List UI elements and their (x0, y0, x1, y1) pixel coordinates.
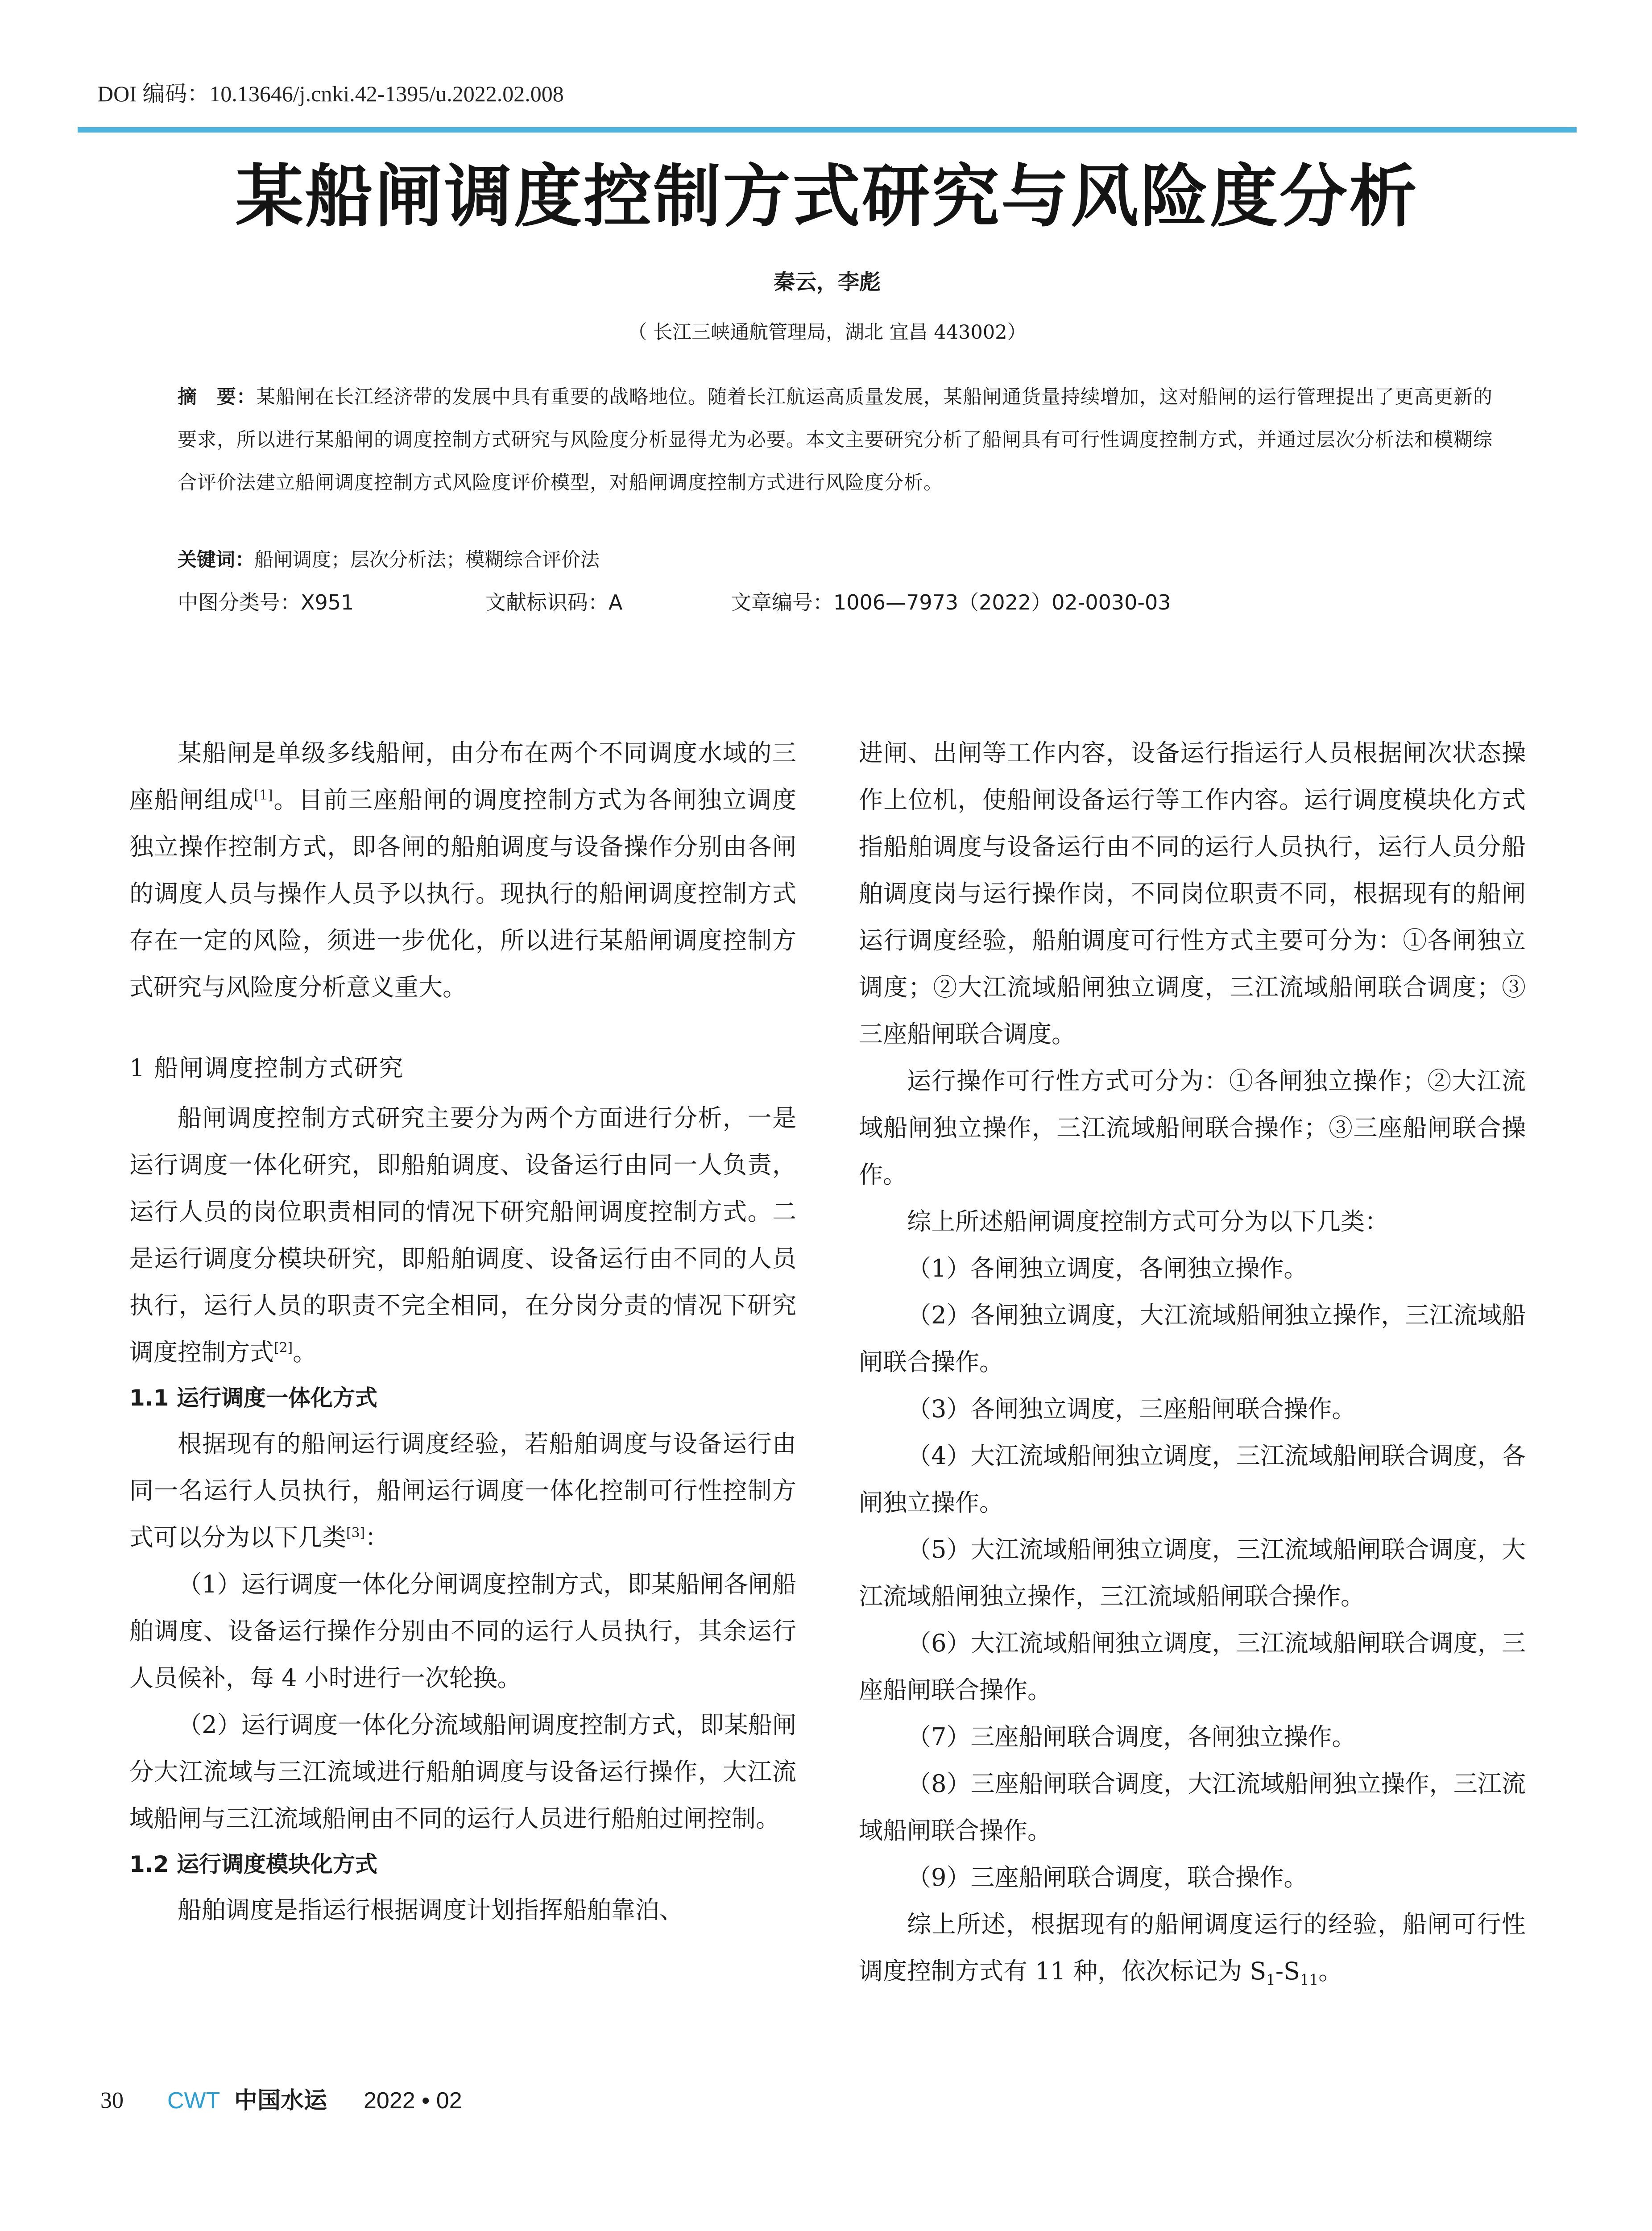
citation-1: [1] (254, 788, 273, 803)
page-number: 30 (100, 2088, 124, 2113)
section-1-heading: 1 船闸调度控制方式研究 (129, 1054, 404, 1082)
article-authors: 秦云，李彪 (773, 270, 881, 294)
mode-item-8: （8）三座船闸联合调度，大江流域船闸独立操作，三江流域船闸联合操作。 (859, 1770, 1526, 1845)
doi-header: DOI 编码：10.13646/j.cnki.42-1395/u.2022.02.008 (97, 81, 564, 106)
document-code: 文献标识码：A (485, 590, 623, 614)
summary-paragraph: 综上所述船闸调度控制方式可分为以下几类： (907, 1207, 1389, 1236)
article-title: 某船闸调度控制方式研究与风险度分析 (236, 156, 1419, 236)
mode-item-6: （6）大江流域船闸独立调度，三江流域船闸联合调度，三座船闸联合操作。 (859, 1629, 1526, 1704)
article-affiliation: （ 长江三峡通航管理局，湖北 宜昌 443002） (628, 321, 1027, 344)
right-column (859, 730, 1526, 1995)
mode-item-4: （4）大江流域船闸独立调度，三江流域船闸联合调度，各闸独立操作。 (859, 1442, 1526, 1517)
section-1-paragraph: 船闸调度控制方式研究主要分为两个方面进行分析，一是运行调度一体化研究，即船舶调度、设备运行由同一人负责，运行人员的岗位职责相同的情况下研究船闸调度控制方式。二是运行调度分模块研究，即船舶调度、设备运行由不同的人员执行，运行人员的职责不完全相同，在分岗分责的情况下研究调度控制方式[2]。 (129, 1104, 796, 1366)
citation-3: [3] (346, 1525, 365, 1541)
mode-item-2: （2）各闸独立调度，大江流域船闸独立操作，三江流域船闸联合操作。 (859, 1301, 1526, 1376)
keywords-text: 船闸调度；层次分析法；模糊综合评价法 (254, 549, 600, 571)
mode-item-3: （3）各闸独立调度，三座船闸联合操作。 (907, 1395, 1356, 1423)
subsection-1-1-heading: 1.1 运行调度一体化方式 (129, 1385, 377, 1411)
mode-item-5: （5）大江流域船闸独立调度，三江流域船闸联合调度，大江流域船闸独立操作，三江流域船闸联合操作。 (859, 1535, 1526, 1610)
mode-item-7: （7）三座船闸联合调度，各闸独立操作。 (907, 1723, 1356, 1751)
journal-name: 中国水运 (234, 2087, 327, 2114)
operation-paragraph: 运行操作可行性方式可分为：①各闸独立操作；②大江流域船闸独立操作，三江流域船闸联合操作；③三座船闸联合操作。 (859, 1067, 1526, 1189)
mode-item-1: （1）各闸独立调度，各闸独立操作。 (907, 1254, 1308, 1282)
continued-paragraph: 进闸、出闸等工作内容，设备运行指运行人员根据闸次状态操作上位机，使船闸设备运行等工作内容。运行调度模块化方式指船舶调度与设备运行由不同的运行人员执行，运行人员分船舶调度岗与运行操作岗，不同岗位职责不同，根据现有的船闸运行调度经验，船舶调度可行性方式主要可分为：①各闸独立调度；②大江流域船闸独立调度，三江流域船闸联合调度；③三座船闸联合调度。 (859, 739, 1526, 1048)
list-item-2: （2）运行调度一体化分流域船闸调度控制方式，即某船闸分大江流域与三江流域进行船舶调度与设备运行操作，大江流域船闸与三江流域船闸由不同的运行人员进行船舶过闸控制。 (129, 1711, 796, 1833)
classification-line (178, 588, 1498, 617)
mode-item-9: （9）三座船闸联合调度，联合操作。 (907, 1863, 1308, 1891)
abstract-label: 摘 要： (178, 386, 256, 408)
conclusion-paragraph: 综上所述，根据现有的船闸调度运行的经验，船闸可行性调度控制方式有 11 种，依次标记为 $S_1-S_{11}$。 (859, 1910, 1526, 1988)
citation-2: [2] (274, 1340, 293, 1356)
article-number: 文章编号：1006—7973（2022）02-0030-03 (731, 590, 1171, 614)
header-rule (78, 127, 1577, 133)
subsection-1-2-paragraph: 船舶调度是指运行根据调度计划指挥船舶靠泊、 (178, 1896, 683, 1924)
list-item-1: （1）运行调度一体化分闸调度控制方式，即某船闸各闸船舶调度、设备运行操作分别由不同的运行人员执行，其余运行人员候补，每 4 小时进行一次轮换。 (129, 1570, 796, 1692)
journal-issue: 2022 • 02 (364, 2088, 462, 2114)
subsection-1-1-paragraph: 根据现有的船闸运行调度经验，若船舶调度与设备运行由同一名运行人员执行，船闸运行调度一体化控制可行性控制方式可以分为以下几类[3]： (129, 1430, 796, 1551)
keywords (178, 546, 1498, 574)
abstract-text: 某船闸在长江经济带的发展中具有重要的战略地位。随着长江航运高质量发展，某船闸通货量持续增加，这对船闸的运行管理提出了更高更新的要求，所以进行某船闸的调度控制方式研究与风险度分析显得尤为必要。本文主要研究分析了船闸具有可行性调度控制方式，并通过层次分析法和模糊综合评价法建立船闸调度控制方式风险度评价模型，对船闸调度控制方式进行风险度分析。 (178, 386, 1493, 494)
clc-number: 中图分类号：X951 (178, 590, 354, 614)
keywords-label: 关键词： (178, 549, 254, 571)
intro-paragraph: 某船闸是单级多线船闸，由分布在两个不同调度水域的三座船闸组成[1]。目前三座船闸的调度控制方式为各闸独立调度独立操作控制方式，即各闸的船舶调度与设备操作分别由各闸的调度人员与操作人员予以执行。现执行的船闸调度控制方式存在一定的风险，须进一步优化，所以进行某船闸调度控制方式研究与风险度分析意义重大。 (129, 739, 797, 1001)
journal-logo: CWT (167, 2088, 220, 2114)
left-column (129, 730, 796, 1933)
abstract (178, 376, 1498, 504)
subsection-1-2-heading: 1.2 运行调度模块化方式 (129, 1851, 377, 1877)
